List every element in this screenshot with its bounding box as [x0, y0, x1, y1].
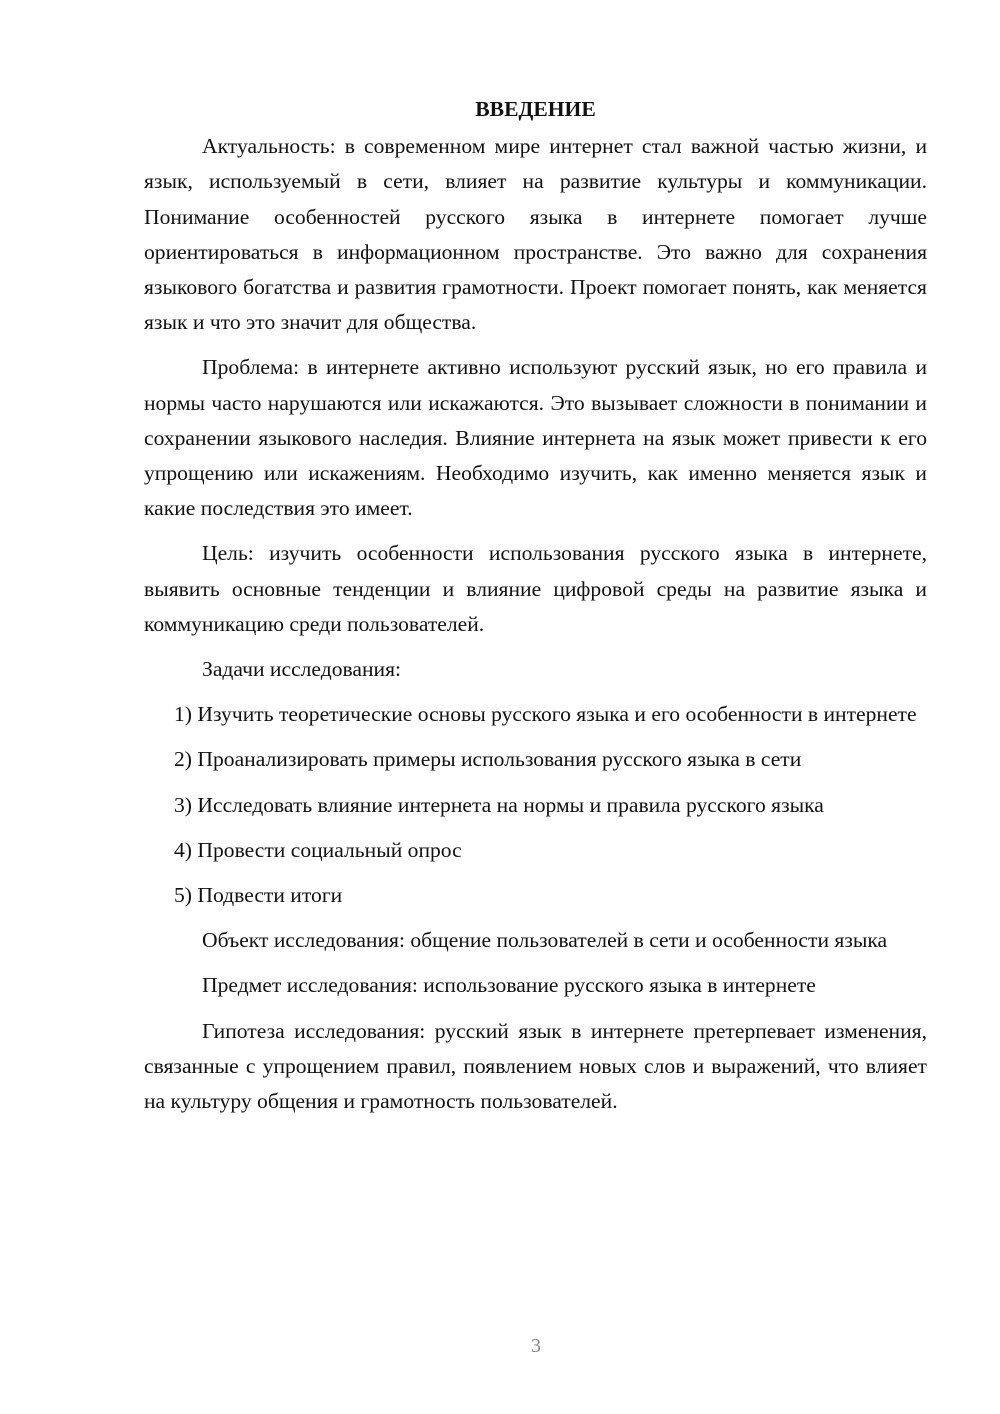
object-paragraph: Объект исследования: общение пользователей в сети и особенности языка [202, 928, 888, 953]
task-item-4: 4) Провести социальный опрос [174, 837, 462, 862]
section-title: ВВЕДЕНИЕ [475, 97, 596, 121]
subject-paragraph: Предмет исследования: использование русского языка в интернете [202, 973, 816, 998]
task-item-3: 3) Исследовать влияние интернета на нормы и правила русского языка [174, 792, 824, 817]
tasks-heading: Задачи исследования: [202, 657, 402, 682]
task-item-5: 5) Подвести итоги [174, 883, 343, 908]
goal-paragraph: Цель: изучить особенности использования русского языка в интернете, выявить основные тенденции и влияние цифровой среды на развитие языка и коммуникацию среди пользователей. [144, 541, 927, 636]
relevance-paragraph: Актуальность: в современном мире интернет стал важной частью жизни, и язык, используемый в сети, влияет на развитие культуры и коммуникации. Понимание особенностей русского языка в интернете помогает лучше ориентироваться в информационном пространстве. Это важно для сохранения языкового богатства и развития грамотности. Проект помогает понять, как меняется язык и что это значит для общества. [144, 134, 927, 335]
hypothesis-paragraph: Гипотеза исследования: русский язык в интернете претерпевает изменения, связанные с упрощением правил, появлением новых слов и выражений, что влияет на культуру общения и грамотность пользователей. [144, 1018, 927, 1114]
tasks-list [144, 697, 927, 913]
page-number: 3 [531, 1335, 541, 1357]
task-item-1: 1) Изучить теоретические основы русского языка и его особенности в интернете [174, 702, 917, 727]
problem-paragraph: Проблема: в интернете активно используют русский язык, но его правила и нормы часто нарушаются или искажаются. Это вызывает сложности в понимании и сохранении языкового наследия. Влияние интернета на язык может привести к его упрощению или искажениям. Необходимо изучить, как именно меняется язык и какие последствия это имеет. [144, 355, 927, 521]
task-item-2: 2) Проанализировать примеры использования русского языка в сети [174, 747, 802, 772]
page-content [144, 92, 927, 1129]
